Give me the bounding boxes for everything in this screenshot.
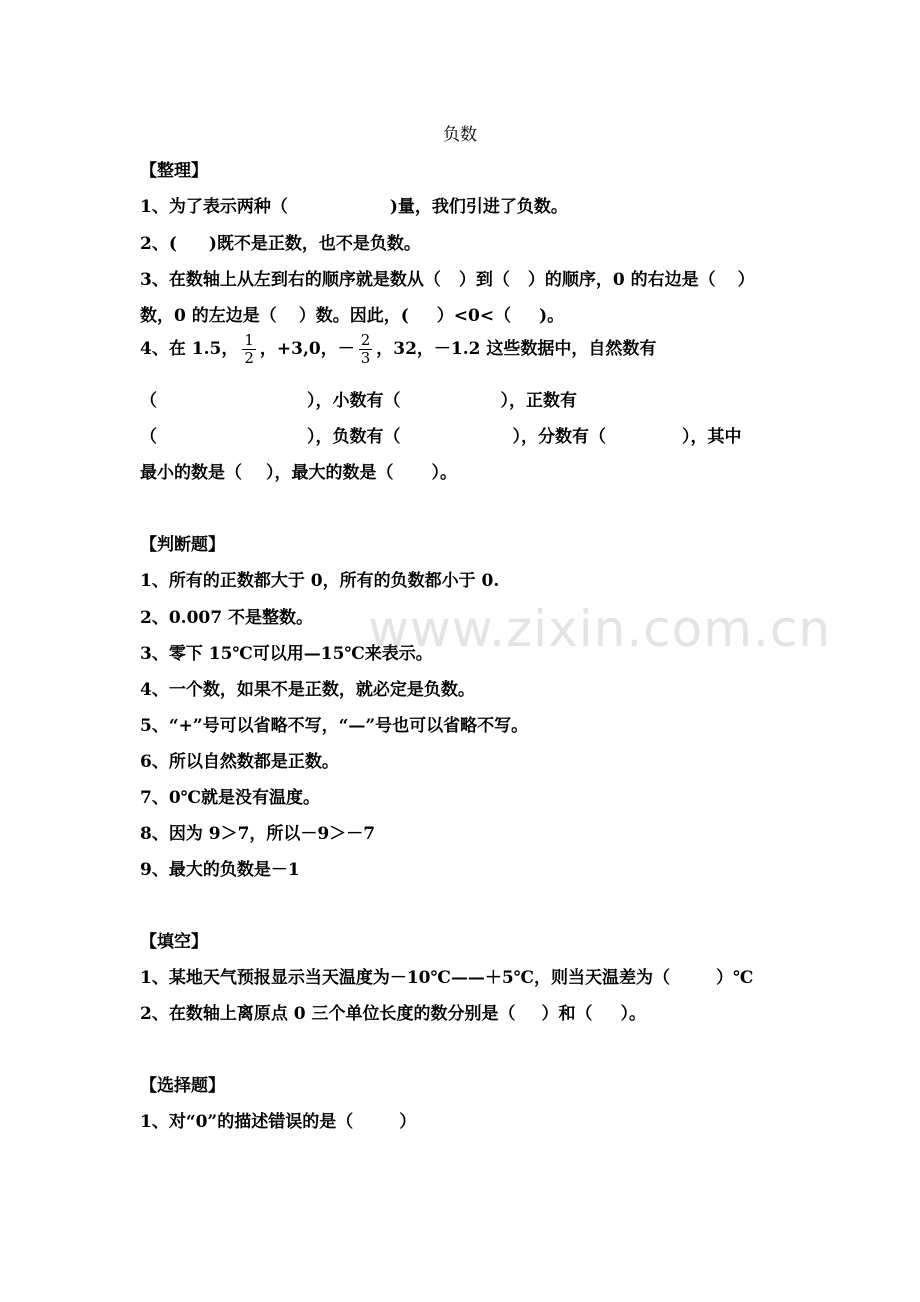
fraction-one-half: $\frac{1}{2}$ (244, 331, 254, 367)
true-false-item-7: 7、0℃就是没有温度。 (140, 788, 321, 808)
summary-question-1: 1、为了表示两种（ )量，我们引进了负数。 (140, 197, 568, 217)
fill-in-question-1: 1、某地天气预报显示当天温度为－10℃——＋5℃，则当天温差为（ ）℃ (140, 968, 754, 988)
summary-question-2: 2、( )既不是正数，也不是负数。 (140, 234, 421, 254)
summary-question-3-line-2: 数，0 的左边是（ ）数。因此，( ）<0<（ )。 (140, 306, 565, 326)
true-false-item-1: 1、所有的正数都大于 0，所有的负数都小于 0. (140, 571, 500, 591)
summary-question-4-line-2: （ ），小数有（ ），正数有 (140, 391, 577, 411)
watermark: www.zixin.com.cn (368, 600, 832, 658)
true-false-item-8: 8、因为 9＞7，所以－9＞－7 (140, 824, 376, 844)
section-heading-summary: 【整理】 (140, 161, 208, 181)
summary-question-3-line-1: 3、在数轴上从左到右的顺序就是数从（ ）到（ ）的顺序，0 的右边是（ ） (140, 270, 755, 290)
section-heading-true-false: 【判断题】 (140, 535, 225, 555)
true-false-item-6: 6、所以自然数都是正数。 (140, 752, 339, 772)
summary-question-4-line-1: 4、在 1.5， $\frac{1}{2}$ ，+3,0，－ $\frac{2}{3}$ ，32，－1.2 这些数据中，自然数有 (140, 331, 657, 367)
section-heading-fill-in: 【填空】 (140, 932, 208, 952)
true-false-item-3: 3、零下 15℃可以用—15℃来表示。 (140, 644, 433, 664)
summary-question-4-line-3: （ ），负数有（ ），分数有（ ），其中 (140, 427, 742, 447)
fill-in-question-2: 2、在数轴上离原点 0 三个单位长度的数分别是（ ）和（ ）。 (140, 1004, 646, 1024)
true-false-item-5: 5、“+”号可以省略不写，“—”号也可以省略不写。 (140, 716, 529, 736)
true-false-item-2: 2、0.007 不是整数。 (140, 608, 313, 628)
true-false-item-4: 4、一个数，如果不是正数，就必定是负数。 (140, 680, 475, 700)
summary-question-4-line-4: 最小的数是（ ），最大的数是（ ）。 (140, 463, 457, 483)
fraction-two-thirds: $\frac{2}{3}$ (360, 331, 371, 367)
page-title: 负数 (443, 125, 477, 145)
true-false-item-9: 9、最大的负数是－1 (140, 860, 300, 880)
section-heading-multiple-choice: 【选择题】 (140, 1076, 225, 1096)
multiple-choice-question-1: 1、对“0”的描述错误的是（ ） (140, 1112, 417, 1132)
